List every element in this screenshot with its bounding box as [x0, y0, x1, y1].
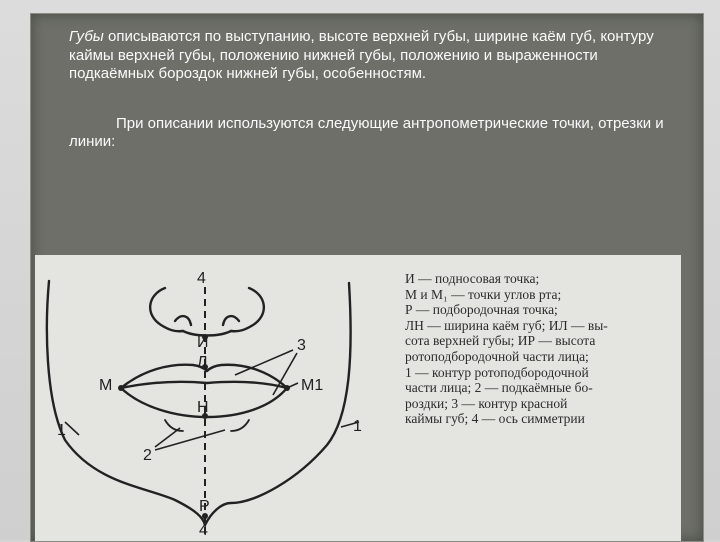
face-contour — [47, 281, 205, 525]
legend-line: И — подносовая точка; — [405, 271, 540, 286]
nostril-left — [175, 316, 191, 325]
label-point-M: М — [99, 377, 113, 394]
slide — [30, 13, 704, 542]
lips-diagram-figure — [35, 255, 681, 541]
slide-text — [69, 28, 669, 152]
legend-line: ЛН — ширина каём губ; ИЛ — вы- — [405, 317, 608, 333]
figure-legend — [405, 271, 677, 427]
legend-line: каймы губ; 4 — ось симметрии — [405, 411, 585, 427]
nostril-right — [223, 316, 239, 325]
legend-line: М и М₁ — точки углов рта; — [405, 286, 562, 302]
label-point-N: Н — [197, 399, 209, 416]
legend-line: ротоподбородочной части лица; — [405, 348, 589, 364]
leader-3-left — [235, 350, 293, 375]
paragraph-points-intro: При описании используются следующие антропометрические точки, отрезки и линии: — [69, 114, 664, 150]
lips-term: Губы — [69, 28, 104, 45]
paragraph-lips-description — [69, 28, 669, 84]
legend-line: 1 — контур ротоподбородочной — [405, 364, 589, 380]
label-lip-border: 3 — [297, 337, 306, 354]
label-point-M1: М1 — [301, 377, 324, 394]
lips-description-text: описываются по выступанию, высоте верхней губы, ширине каём губ, контуру каймы верхней губы, положению нижней губы, положению и выраженности подкаёмных бороздок нижней губы, особенностям. — [69, 28, 654, 82]
label-contour-left: 1 — [57, 422, 66, 439]
point-M1-dot — [284, 385, 290, 391]
nose-left — [150, 288, 183, 331]
groove-left — [165, 420, 183, 431]
face-contour-chin — [205, 283, 351, 525]
label-point-I: И — [197, 334, 209, 351]
label-contour-right: 1 — [353, 418, 362, 435]
legend-line: части лица; 2 — подкаёмные бо- — [405, 380, 593, 396]
label-axis-bottom: 4 — [199, 522, 208, 539]
point-M-dot — [118, 385, 124, 391]
nose-right — [231, 288, 264, 331]
legend-line: сота верхней губы; ИР — высота — [405, 333, 596, 349]
label-point-L: Л — [197, 354, 208, 371]
label-axis-top: 4 — [197, 270, 206, 287]
legend-line: роздки; 3 — контур красной — [405, 395, 568, 411]
label-point-P: Р — [199, 498, 210, 515]
legend-line: Р — подбородочная точка; — [405, 302, 558, 318]
label-grooves: 2 — [143, 447, 152, 464]
leader-1-left — [65, 422, 79, 435]
groove-right — [231, 420, 249, 431]
